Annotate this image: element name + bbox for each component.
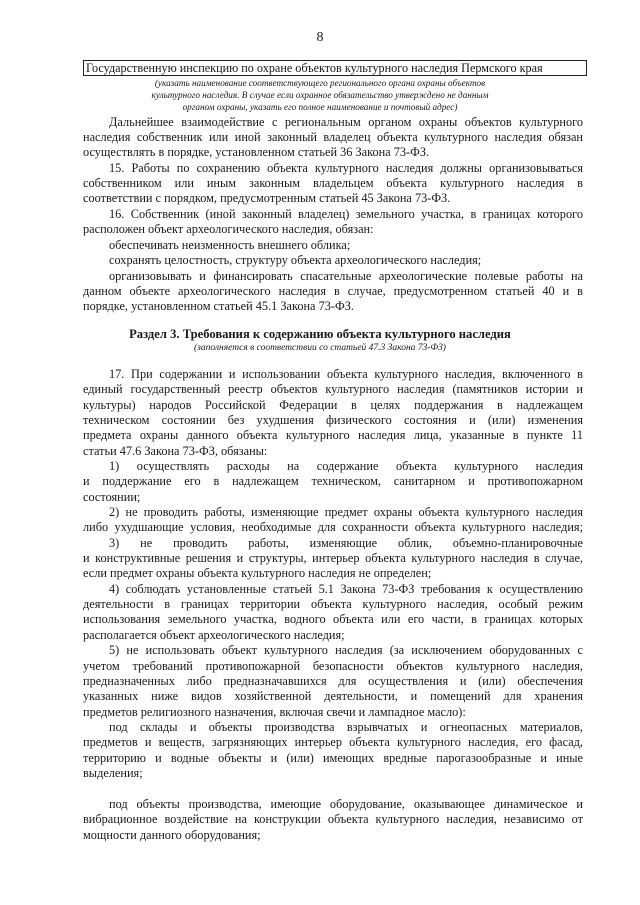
text-line: 16. Собственник (иной законный владелец) земельного участка, в границах которого [109,207,583,221]
text-line: техническом состоянии без ухудшения физического состояния и (или) изменения [83,413,583,427]
text-line: предметов религиозного назначения, включая свечи и лампадное масло): [83,705,466,719]
text-line: указанных ниже видов хозяйственной деятельности, и помещений для хранения [83,689,583,703]
text-line: 4) соблюдать установленные статьей 5.1 Закона 73-ФЗ требования к осуществлению [109,582,583,596]
text-line: предназначенных либо предназначавшихся для осуществления и (или) обеспечения [83,674,583,688]
text-line: культуры) народов Российской Федерации в целях поддержания в надлежащем [83,398,583,412]
section-title: Раздел 3. Требования к содержанию объекта культурного наследия [129,327,511,341]
text-line: если предмет охраны объекта культурного наследия не определен; [83,566,432,580]
text-line: территорию и водные объекты и (или) имеющих вредные парогазообразные и иные [83,751,583,765]
text-line: 1) осуществлять расходы на содержание объекта культурного наследия [109,459,583,473]
text-line: располагается объект археологического наследия; [83,628,345,642]
text-line: 15. Работы по сохранению объекта культурного наследия должны организовываться [109,161,583,175]
text-line: расположен объект археологического наследия, обязан: [83,222,374,236]
text-line: сохранять целостность, структуру объекта археологического наследия; [109,253,482,267]
text-line: соответствии с порядком, предусмотренным статьей 45 Закона 73-ФЗ. [83,191,451,205]
section-note: (заполняется в соответствии со статьей 47.3 Закона 73-ФЗ) [194,343,446,353]
text-line: данном объекте археологического наследия в случае, предусмотренном статьей 40 и в [83,284,583,298]
text-line: учетом требований противопожарной безопасности объектов культурного наследия, [83,659,583,673]
authority-note-line: органом охраны, указать его полное наименование и почтовый адрес) [182,102,458,112]
text-line: наследия собственник или иной законный владелец объекта культурного наследия обязан [83,130,583,144]
text-line: Дальнейшее взаимодействие с региональным органом охраны объектов культурного [109,115,583,129]
text-line: деятельности в границах территории объекта культурного наследия, особый режим [83,597,583,611]
text-line: обеспечивать неизменность внешнего облика; [109,238,351,252]
text-line: выделения; [83,766,143,780]
authority-box: Государственную инспекцию по охране объектов культурного наследия Пермского края [83,60,587,76]
text-line: статьи 47.6 Закона 73-ФЗ, обязаны: [83,444,268,458]
text-line: вибрационное воздействие на конструкции объекта культурного наследия, независимо от [83,812,583,826]
text-line: 5) не использовать объект культурного наследия (за исключением оборудованных с [109,643,583,657]
text-line: предмета охраны данного объекта культурного наследия лица, указанные в пункте 11 [83,428,583,442]
text-line: либо ухудшающие условия, необходимые для сохранности объекта культурного наследия; [83,520,583,534]
text-line: под склады и объекты производства взрывчатых и огнеопасных материалов, [109,720,583,734]
text-line: осуществлять в порядке, установленном статьей 36 Закона 73-ФЗ. [83,145,430,159]
text-line: 17. При содержании и использовании объекта культурного наследия, включенного в [109,367,583,381]
text-line: предметов и веществ, загрязняющих интерьер объекта культурного наследия, его фасад, [83,735,583,749]
text-line: и конструктивные решения и структуры, интерьер объекта культурного наследия в случае, [83,551,583,565]
text-line: 3) не проводить работы, изменяющие облик, объемно-планировочные [109,536,583,550]
text-line: 2) не проводить работы, изменяющие предмет охраны объекта культурного наследия [109,505,583,519]
text-line: единый государственный реестр объектов культурного наследия (памятников истории и [83,382,583,396]
authority-note-line: (указать наименование соответствующего регионального органа охраны объектов [154,78,486,88]
authority-note-line: культурного наследия. В случае если охранное обязательство утверждено не данным [151,90,489,100]
text-line: под объекты производства, имеющие оборудование, оказывающее динамическое и [109,797,583,811]
text-line: мощности данного оборудования; [83,828,261,842]
text-line: собственником или иным законным владельцем объекта культурного наследия в [83,176,583,190]
text-line: организовывать и финансировать спасательные археологические полевые работы на [109,269,583,283]
text-line: порядке, установленном статьей 45.1 Закона 73-ФЗ. [83,299,354,313]
page-number: 8 [316,30,324,45]
text-line: использования земельного участка, водного объекта или его части, в границах которых [83,612,583,626]
text-line: и поддержание его в надлежащем техническом, санитарном и противопожарном [83,474,583,488]
text-line: состоянии; [83,490,141,504]
